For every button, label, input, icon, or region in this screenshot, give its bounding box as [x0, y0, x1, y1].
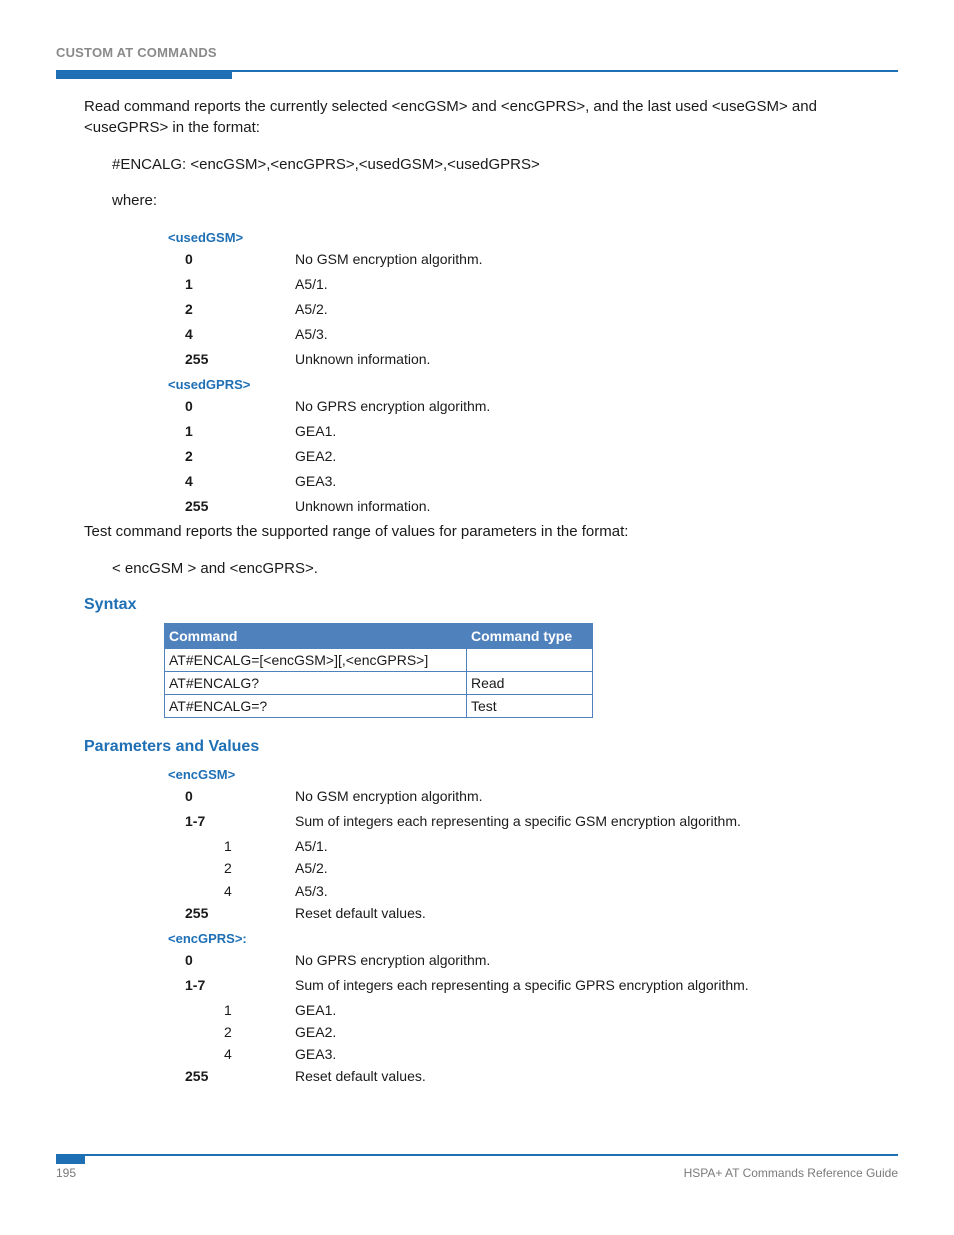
sub-description: GEA3.: [295, 1046, 337, 1062]
param-value: 1: [185, 423, 193, 439]
footer-rule: [56, 1154, 898, 1156]
encgprs-row: [0, 952, 954, 972]
param-description: Unknown information.: [295, 351, 431, 367]
command-cell: AT#ENCALG?: [165, 672, 467, 695]
encgprs-sub-row: [0, 1046, 954, 1066]
usedgsm-heading: <usedGSM>: [168, 230, 244, 245]
usedgsm-row: [0, 301, 954, 321]
usedgsm-row: [0, 251, 954, 271]
footer-accent-bar: [56, 1154, 85, 1164]
sub-description: GEA2.: [295, 1024, 337, 1040]
param-description: A5/3.: [295, 326, 328, 342]
sub-description: A5/2.: [295, 860, 328, 876]
encgsm-sub-row: [0, 860, 954, 880]
syntax-table: [164, 623, 593, 718]
command-type-cell: Test: [467, 695, 593, 718]
sub-value: 1: [224, 1002, 232, 1018]
param-description: Sum of integers each representing a specific GPRS encryption algorithm.: [295, 977, 749, 993]
param-description: Sum of integers each representing a specific GSM encryption algorithm.: [295, 813, 741, 829]
read-command-description: [84, 96, 817, 138]
param-value: 255: [185, 351, 209, 367]
param-description: A5/2.: [295, 301, 328, 317]
param-value: 1-7: [185, 813, 206, 829]
param-value: 0: [185, 952, 193, 968]
syntax-section-title: Syntax: [84, 596, 137, 613]
where-label: where:: [112, 192, 158, 209]
usedgsm-row: [0, 351, 954, 371]
param-description: No GPRS encryption algorithm.: [295, 952, 491, 968]
encgsm-row: [0, 813, 954, 833]
param-description: No GSM encryption algorithm.: [295, 251, 483, 267]
usedgprs-row: [0, 498, 954, 518]
parameters-section-title: Parameters and Values: [84, 738, 260, 755]
read-response-format: #ENCALG: <encGSM>,<encGPRS>,<usedGSM>,<usedGPRS>: [112, 156, 540, 173]
read-desc-line-2: <useGPRS> in the format:: [84, 119, 260, 136]
test-response-format: < encGSM > and <encGPRS>.: [112, 560, 318, 577]
usedgprs-heading: <usedGPRS>: [168, 377, 251, 392]
sub-value: 1: [224, 838, 232, 854]
table-row: [165, 672, 593, 695]
sub-description: A5/3.: [295, 883, 328, 899]
param-value: 4: [185, 326, 193, 342]
usedgprs-row: [0, 448, 954, 468]
param-value: 1-7: [185, 977, 206, 993]
param-description: GEA3.: [295, 473, 337, 489]
encgsm-sub-row: [0, 838, 954, 858]
encgprs-sub-row: [0, 1024, 954, 1044]
encgsm-heading: <encGSM>: [168, 767, 236, 782]
param-value: 2: [185, 448, 193, 464]
encgprs-heading: <encGPRS>:: [168, 931, 247, 946]
param-description: Unknown information.: [295, 498, 431, 514]
sub-value: 4: [224, 1046, 232, 1062]
command-type-cell: [467, 649, 593, 672]
param-description: Reset default values.: [295, 1068, 426, 1084]
param-description: A5/1.: [295, 276, 328, 292]
encgsm-row: [0, 905, 954, 925]
sub-value: 2: [224, 1024, 232, 1040]
sub-value: 2: [224, 860, 232, 876]
param-value: 255: [185, 1068, 209, 1084]
encgprs-row: [0, 1068, 954, 1088]
running-header: CUSTOM AT COMMANDS: [56, 45, 217, 60]
param-value: 2: [185, 301, 193, 317]
command-cell: AT#ENCALG=[<encGSM>][,<encGPRS>]: [165, 649, 467, 672]
guide-title: HSPA+ AT Commands Reference Guide: [683, 1166, 898, 1180]
sub-description: GEA1.: [295, 1002, 337, 1018]
usedgprs-row: [0, 398, 954, 418]
encgprs-sub-row: [0, 1002, 954, 1022]
param-value: 255: [185, 498, 209, 514]
table-row: [165, 695, 593, 718]
syntax-table-header: [165, 624, 593, 649]
sub-value: 4: [224, 883, 232, 899]
encgprs-row: [0, 977, 954, 997]
column-header-command: Command: [165, 624, 467, 649]
read-desc-line-1: Read command reports the currently selected <encGSM> and <encGPRS>, and the last used <useGSM> and: [84, 98, 817, 115]
param-value: 4: [185, 473, 193, 489]
usedgprs-row: [0, 473, 954, 493]
param-description: No GPRS encryption algorithm.: [295, 398, 491, 414]
usedgsm-row: [0, 276, 954, 296]
table-row: [165, 649, 593, 672]
param-value: 0: [185, 398, 193, 414]
usedgsm-row: [0, 326, 954, 346]
param-value: 0: [185, 788, 193, 804]
param-description: No GSM encryption algorithm.: [295, 788, 483, 804]
command-type-cell: Read: [467, 672, 593, 695]
header-accent-bar: [56, 70, 232, 79]
param-value: 1: [185, 276, 193, 292]
test-command-description: Test command reports the supported range of values for parameters in the format:: [84, 523, 629, 540]
param-value: 0: [185, 251, 193, 267]
param-description: GEA2.: [295, 448, 337, 464]
command-cell: AT#ENCALG=?: [165, 695, 467, 718]
sub-description: A5/1.: [295, 838, 328, 854]
encgsm-sub-row: [0, 883, 954, 903]
usedgprs-row: [0, 423, 954, 443]
column-header-command-type: Command type: [467, 624, 593, 649]
param-description: Reset default values.: [295, 905, 426, 921]
page-number: 195: [56, 1166, 77, 1180]
param-value: 255: [185, 905, 209, 921]
param-description: GEA1.: [295, 423, 337, 439]
encgsm-row: [0, 788, 954, 808]
